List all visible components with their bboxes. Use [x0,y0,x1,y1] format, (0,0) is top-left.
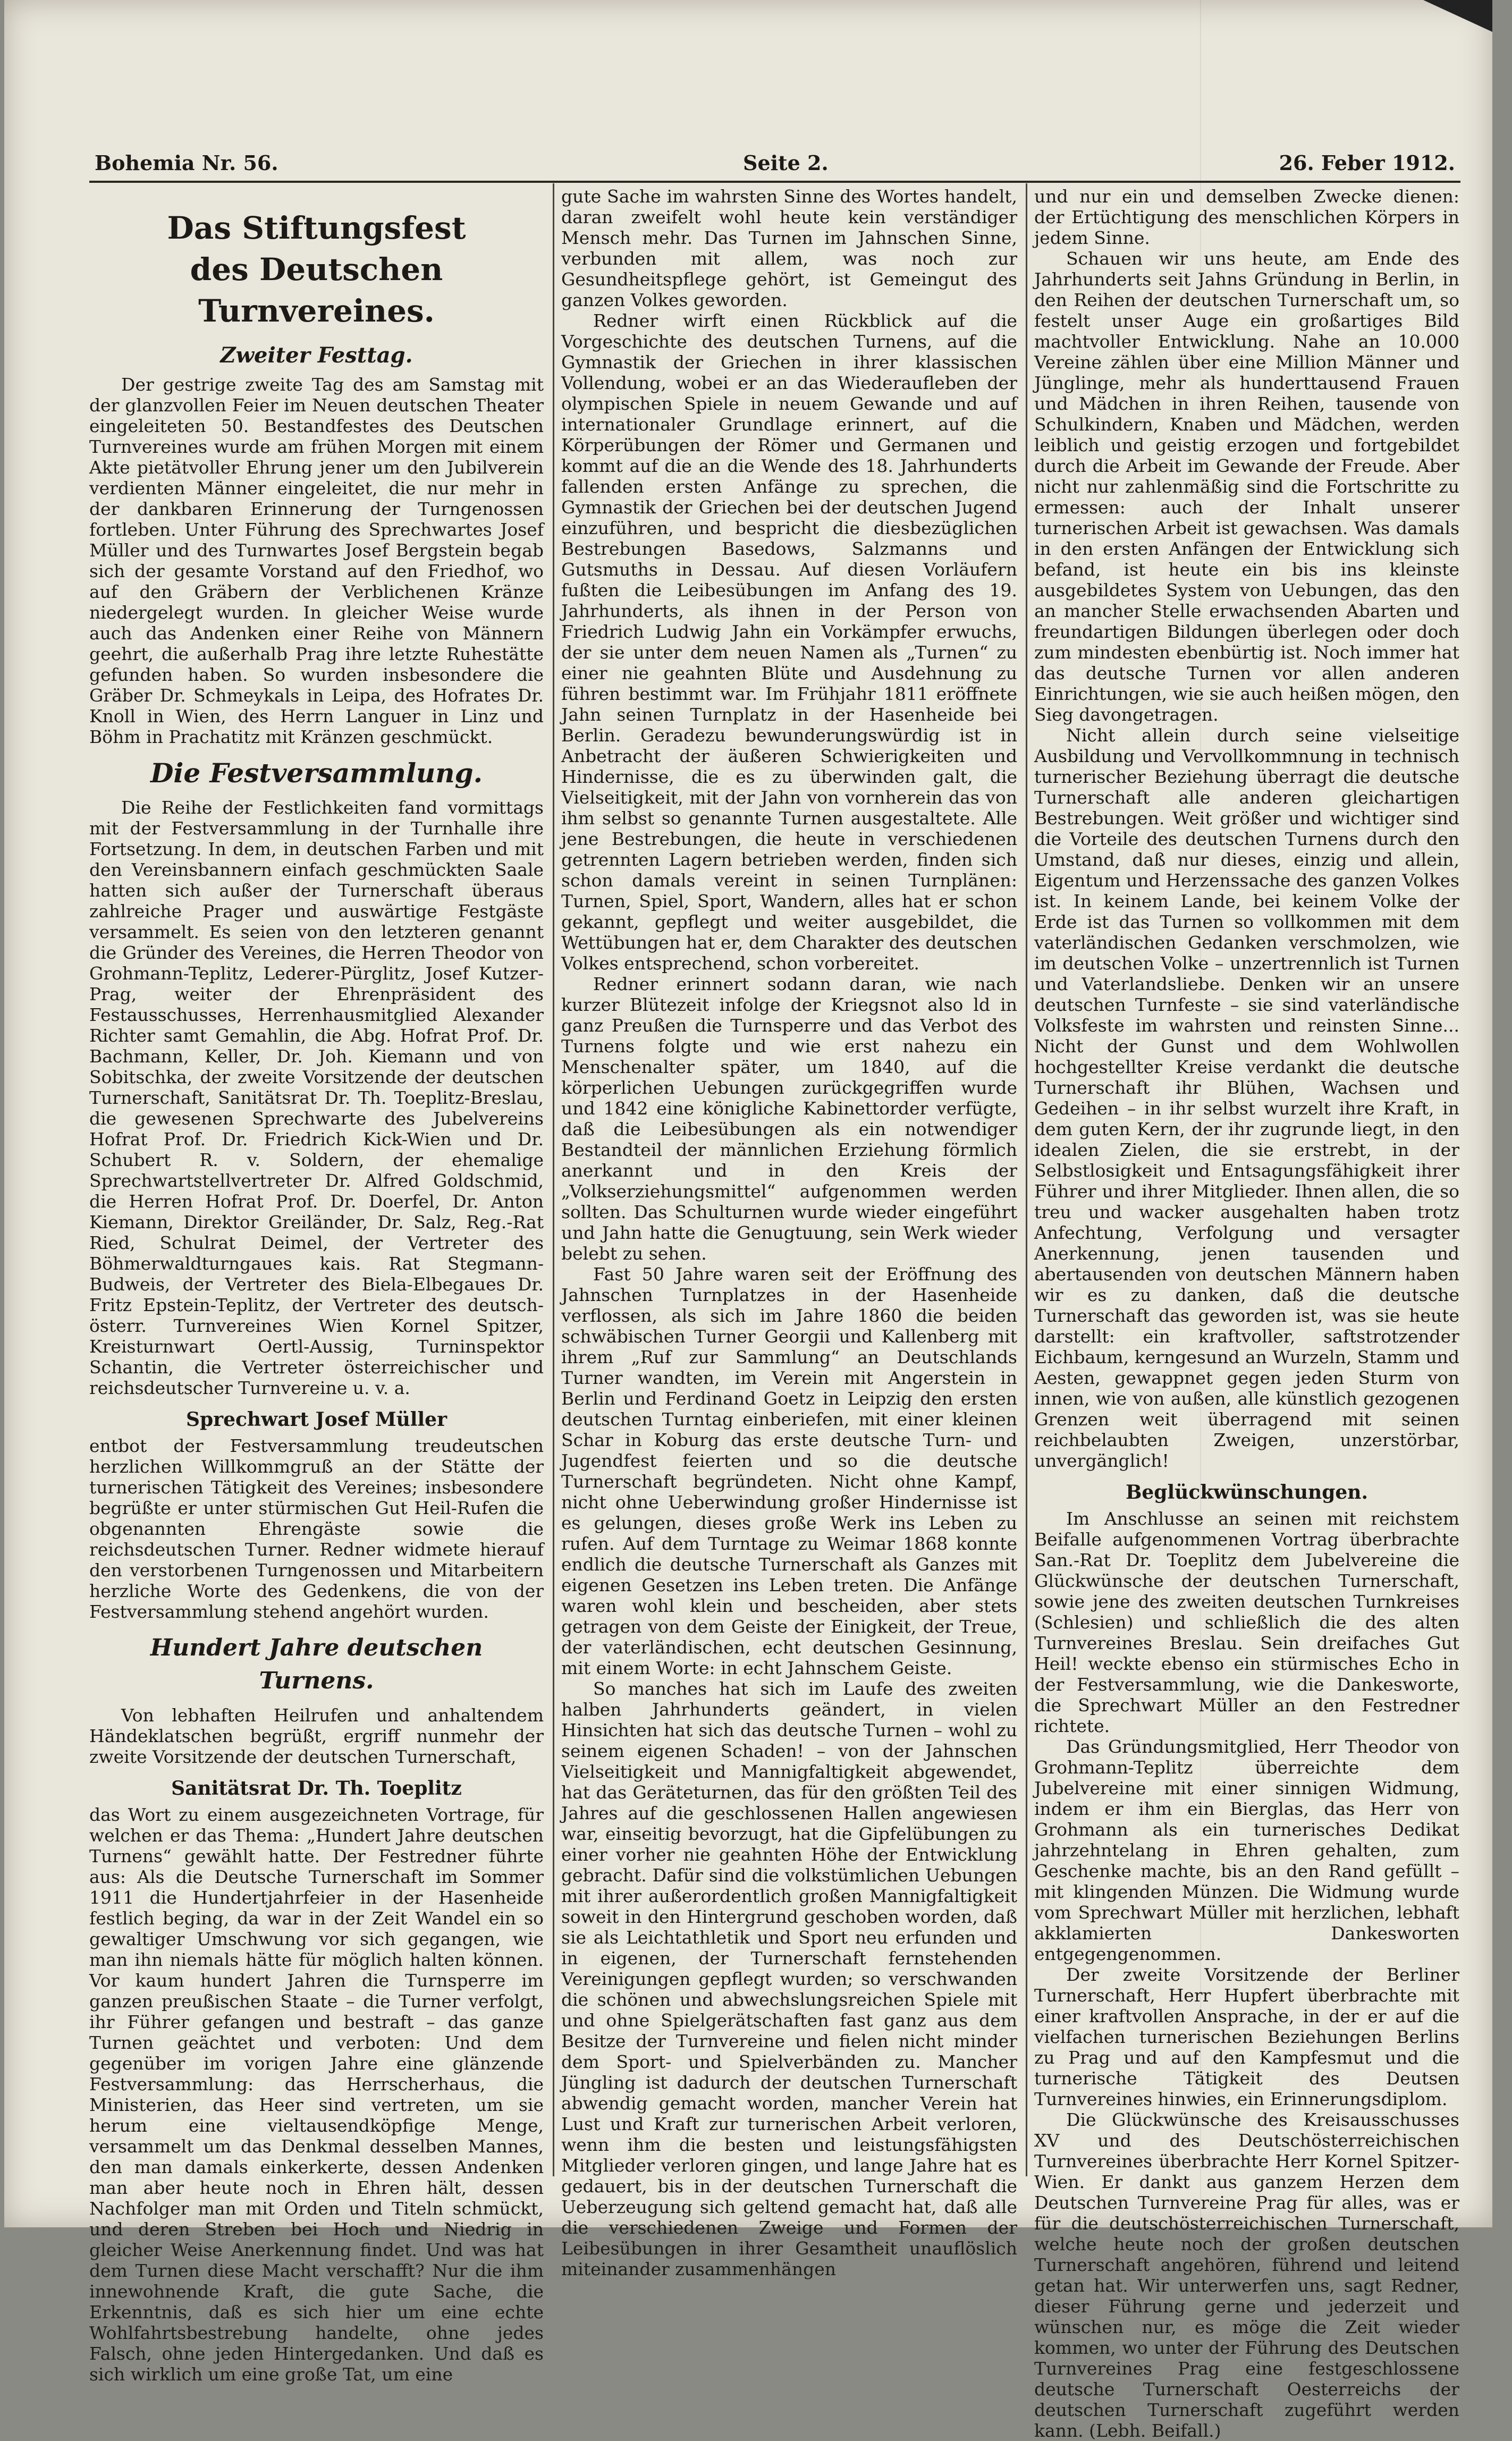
title-line-2: des Deutschen Turnvereines. [190,251,443,329]
paragraph: Im Anschlusse an seinen mit reichstem Beifalle aufgenommenen Vortrag überbrachte San.-Rat Dr. Toeplitz dem Jubelvereine die Glückwünsche der deutschen Turnerschaft, sowie jene des zweiten deutschen Turnkreises (Schlesien) und schließlich die des alten Turnvereines Breslau. Sein dreifaches Gut Heil! weckte ebenso ein stürmisches Echo in der Festversammlung, wie die Dankesworte, die Sprechwart Müller an den Festredner richtete. [1034,1508,1459,1736]
section-heading-festversammlung: Die Festversammlung. [150,757,483,789]
article-title [89,207,544,332]
column-3 [1034,186,1459,2441]
title-line-1: Das Stiftungsfest [167,210,466,246]
section-heading-hundert-jahre: Hundert Jahre deutschen Turnens. [150,1634,483,1694]
column-1 [89,186,544,2385]
paragraph: Redner wirft einen Rückblick auf die Vorgeschichte des deutschen Turnens, auf die Gymnastik der Griechen in ihrer klassischen Vollendung, wobei er an das Wiederaufleben der olympischen Spiele in neuem Gewande und auf internationaler Grundlage erinnert, auf die Körperübungen der Römer und Germanen und kommt auf die an die Wende des 18. Jahrhunderts fallenden ersten Anfänge zu sprechen, die Gymnastik der Griechen bei der deutschen Jugend einzuführen, und bespricht die diesbezüglichen Bestrebungen Basedows, Salzmanns und Gutsmuths in Dessau. Auf diesen Vorläufern fußten die Leibesübungen im Anfang des 19. Jahrhunderts, als ihnen in der Person von Friedrich Ludwig Jahn ein Vorkämpfer erwuchs, der sie unter dem neuen Namen als „Turnen“ zu einer nie geahnten Blüte und Ausdehnung zu führen bestimmt war. Im Frühjahr 1811 eröffnete Jahn seinen Turnplatz in der Hasenheide bei Berlin. Geradezu bewunderungswürdig ist in Anbetracht der äußeren Schwierigkeiten und Hindernisse, die es zu überwinden galt, die Vielseitigkeit, mit der Jahn von vornherein das von ihm selbst so genannte Turnen ausgestaltete. Alle jene Bestrebungen, die heute in verschiedenen getrennten Lagern betrieben werden, finden sich schon damals vereint in seinen Turnplänen: Turnen, Spiel, Sport, Wandern, alles hat er schon gekannt, gepflegt und weiter ausgebildet, die Wettübungen hat er, dem Charakter des deutschen Volkes entsprechend, schon vorbereitet. [561,310,1017,974]
header-date: 26. Feber 1912. [1279,151,1455,175]
section-heading-mueller: Sprechwart Josef Müller [185,1408,447,1431]
paragraph: Nicht allein durch seine vielseitige Ausbildung und Vervollkommnung in technisch turnerischer Beziehung überragt die deutsche Turnerschaft alle anderen gleichartigen Bestrebungen. Weit größer und wichtiger sind die Vorteile des deutschen Turnens durch den Umstand, daß nur dieses, einzig und allein, Eigentum und Herzenssache des ganzen Volkes ist. In keinem Lande, bei keinem Volke der Erde ist das Turnen so vollkommen mit dem vaterländischen Gedanken verschmolzen, wie im deutschen Volke – unzertrennlich ist Turnen und Vaterlandsliebe. Denken wir an unsere deutschen Turnfeste – sie sind vaterländische Volksfeste im wahrsten und reinsten Sinne... Nicht der Gunst und dem Wohlwollen hochgestellter Kreise verdankt die deutsche Turnerschaft ihr Blühen, Wachsen und Gedeihen – in ihr selbst wurzelt ihre Kraft, in dem guten Kern, der ihr zugrunde liegt, in den idealen Zielen, die sie erstrebt, in der Selbstlosigkeit und Entsagungsfähigkeit ihrer Führer und ihrer Mitglieder. Ihnen allen, die so treu und wacker ausgehalten haben trotz Anfechtung, Verfolgung und versagter Anerkennung, jenen tausenden und abertausenden von deutschen Männern haben wir es zu danken, daß die deutsche Turnerschaft das geworden ist, was sie heute darstellt: ein kraftvoller, saftstrotzender Eichbaum, kerngesund an Wurzeln, Stamm und Aesten, gewappnet gegen jeden Sturm von innen, wie von außen, alle künstlich gezogenen Grenzen weit überragend mit seinen reichbelaubten Zweigen, unzerstörbar, unvergänglich! [1034,725,1459,1471]
section-heading-glueckwuensche: Beglückwünschungen. [1125,1481,1369,1504]
header-page-number: Seite 2. [743,151,829,175]
paragraph: Schauen wir uns heute, am Ende des Jahrhunderts seit Jahns Gründung in Berlin, in den Reihen der deutschen Turnerschaft um, so festelt unser Auge ein großartiges Bild machtvoller Entwicklung. Nahe an 10.000 Vereine zählen über eine Million Männer und Jünglinge, mehr als hunderttausend Frauen und Mädchen in ihren Reihen, tausende von Schulkindern, Knaben und Mädchen, werden leiblich und geistig erzogen und fortgebildet durch die Arbeit im Gewande der Freude. Aber nicht nur zahlenmäßig sind die Fortschritte zu ermessen: auch der Inhalt unserer turnerischen Arbeit ist gewachsen. Was damals in den ersten Anfängen der Entwicklung sich befand, ist heute ein bis ins kleinste ausgebildetes System von Uebungen, das den an mancher Stelle erwachsenden Abarten und freundartigen Bildungen überlegen oder doch zum mindesten ebenbürtig ist. Noch immer hat das deutsche Turnen vor allen anderen Einrichtungen, wie sie auch heißen mögen, den Sieg davongetragen. [1034,248,1459,725]
page-corner-shadow [1423,0,1492,32]
paragraph: gute Sache im wahrsten Sinne des Wortes handelt, daran zweifelt wohl heute kein verständiger Mensch mehr. Das Turnen im Jahnschen Sinne, verbunden mit allem, was noch zur Gesundheitspflege gehört, ist Gemeingut des ganzen Volkes geworden. [561,186,1017,310]
article-subtitle: Zweiter Festtag. [220,343,413,368]
column-rule-1 [553,183,554,2176]
column-rule-2 [1026,183,1027,2176]
paragraph: Das Gründungsmitglied, Herr Theodor von Grohmann-Teplitz überreichte dem Jubelvereine mit einer sinnigen Widmung, indem er ihm ein Bierglas, das Herr von Grohmann als ein turnerisches Dedikat jahrzehntelang in Ehren gehalten, zum Geschenke machte, bis an den Rand gefüllt – mit klingenden Münzen. Die Widmung wurde vom Sprechwart Müller mit herzlichen, lebhaft akklamierten Dankesworten entgegengenommen. [1034,1736,1459,1964]
paragraph: Die Reihe der Festlichkeiten fand vormittags mit der Festversammlung in der Turnhalle ihre Fortsetzung. In dem, in deutschen Farben und mit den Vereinsbannern einfach geschmückten Saale hatten sich außer der Turnerschaft überaus zahlreiche Prager und auswärtige Festgäste versammelt. Es seien von den letzteren genannt die Gründer des Vereines, die Herren Theodor von Grohmann-Teplitz, Lederer-Pürglitz, Josef Kutzer-Prag, weiter der Ehrenpräsident des Festausschusses, Herrenhausmitglied Alexander Richter samt Gemahlin, die Abg. Hofrat Prof. Dr. Bachmann, Keller, Dr. Joh. Kiemann und von Sobitschka, der zweite Vorsitzende der deutschen Turnerschaft, Sanitätsrat Dr. Th. Toeplitz-Breslau, die gewesenen Sprechwarte des Jubelvereins Hofrat Prof. Dr. Friedrich Kick-Wien und Dr. Schubert R. v. Soldern, der ehemalige Sprechwartstellvertreter Dr. Alfred Goldschmid, die Herren Hofrat Prof. Dr. Doerfel, Dr. Anton Kiemann, Direktor Greiländer, Dr. Salz, Reg.-Rat Ried, Schulrat Deimel, der Vertreter des Böhmerwaldturngaues kais. Rat Stegmann-Budweis, der Vertreter des Biela-Elbegaues Dr. Fritz Epstein-Teplitz, der Vertreter des deutsch-österr. Turnvereines Wien Kornel Spitzer, Kreisturnwart Oertl-Aussig, Turninspektor Schantin, die Vertreter österreichischer und reichsdeutscher Turnvereine u. v. a. [89,797,544,1398]
paragraph: Fast 50 Jahre waren seit der Eröffnung des Jahnschen Turnplatzes in der Hasenheide verflossen, als sich im Jahre 1860 die beiden schwäbischen Turner Georgii und Kallenberg mit ihrem „Ruf zur Sammlung“ an Deutschlands Turner wandten, im Verein mit Angerstein in Berlin und Ferdinand Goetz in Leipzig den ersten deutschen Turntag einberiefen, mit einer kleinen Schar in Koburg das erste deutsche Turn- und Jugendfest feierten und so die deutsche Turnerschaft begründeten. Nicht ohne Kampf, nicht ohne Ueberwindung großer Hindernisse ist es gelungen, dieses große Werk ins Leben zu rufen. Auf dem Turntage zu Weimar 1868 konnte endlich die deutsche Turnerschaft als Ganzes mit eigenen Gesetzen ins Leben treten. Die Anfänge waren wohl klein und bescheiden, aber stets getragen von dem Geiste der Einigkeit, der Treue, der vaterländischen, echt deutschen Gesinnung, mit einem Worte: in echt Jahnschem Geiste. [561,1264,1017,1678]
paragraph: Der gestrige zweite Tag des am Samstag mit der glanzvollen Feier im Neuen deutschen Theater eingeleiteten 50. Bestandfestes des Deutschen Turnvereines wurde am frühen Morgen mit einem Akte pietätvoller Ehrung jener um den Jubilverein verdienten Männer eingeleitet, die nur mehr in der dankbaren Erinnerung der Turngenossen fortleben. Unter Führung des Sprechwartes Josef Müller und des Turnwartes Josef Bergstein begab sich der gesamte Vorstand auf den Friedhof, wo auf den Gräbern der Verblichenen Kränze niedergelegt wurden. In gleicher Weise wurde auch das Andenken einer Reihe von Männern geehrt, die außerhalb Prag ihre letzte Ruhestätte gefunden haben. So wurden insbesondere die Gräber Dr. Schmeykals in Leipa, des Hofrates Dr. Knoll in Wien, des Herrn Languer in Linz und Böhm in Prachatitz mit Kränzen geschmückt. [89,374,544,747]
paragraph: Der zweite Vorsitzende der Berliner Turnerschaft, Herr Hupfert überbrachte mit einer kraftvollen Ansprache, in der er auf die vielfachen turnerischen Beziehungen Berlins zu Prag und auf den Kampfesmut und die turnerische Tätigkeit des Deutsen Turnvereines hinwies, ein Erinnerungsdiplom. [1034,1964,1459,2109]
column-2 [561,186,1017,2279]
paragraph: und nur ein und demselben Zwecke dienen: der Ertüchtigung des menschlichen Körpers in jedem Sinne. [1034,186,1459,248]
page-header [89,143,1460,183]
paragraph: Von lebhaften Heilrufen und anhaltendem Händeklatschen begrüßt, ergriff nunmehr der zweite Vorsitzende der deutschen Turnerschaft, [89,1705,544,1767]
paragraph: Die Glückwünsche des Kreisausschusses XV und des Deutschösterreichischen Turnvereines überbrachte Herr Kornel Spitzer-Wien. Er dankt aus ganzem Herzen dem Deutschen Turnvereine Prag für alles, was er für die deutschösterreichischen Turnerschaft, welche heute noch der großen deutschen Turnerschaft angehören, führend und leitend getan hat. Wir unterwerfen uns, sagt Redner, dieser Führung gerne und jederzeit und wünschen nur, es möge die Zeit wieder kommen, wo unter der Führung des Deutschen Turnvereines Prag eine festgeschlossene deutsche Turnerschaft Oesterreichs der deutschen Turnerschaft zugeführt werden kann. (Lebh. Beifall.) [1034,2109,1459,2441]
paragraph: entbot der Festversammlung treudeutschen herzlichen Willkommgruß an der Stätte der turnerischen Tätigkeit des Vereines; insbesondere begrüßte er unter stürmischen Gut Heil-Rufen die obgenannten Ehrengäste sowie die reichsdeutschen Turner. Redner widmete hierauf den verstorbenen Turngenossen und Mitarbeitern herzliche Worte des Gedenkens, die von der Festversammlung stehend angehört wurden. [89,1435,544,1622]
paragraph: Redner erinnert sodann daran, wie nach kurzer Blütezeit infolge der Kriegsnot also ld in ganz Preußen die Turnsperre und das Verbot des Turnens folgte und wie erst nahezu ein Menschenalter später, um 1840, auf die körperlichen Uebungen zurückgegriffen wurde und 1842 eine königliche Kabinettorder verfügte, daß die Leibesübungen als ein notwendiger Bestandteil der männlichen Erziehung förmlich anerkannt und in den Kreis der „Volkserziehungsmittel“ aufgenommen werden sollten. Das Schulturnen wurde wieder eingeführt und Jahn hatte die Genugtuung, sein Werk wieder belebt zu sehen. [561,974,1017,1264]
paragraph: das Wort zu einem ausgezeichneten Vortrage, für welchen er das Thema: „Hundert Jahre deutschen Turnens“ gewählt hatte. Der Festredner führte aus: Als die Deutsche Turnerschaft im Sommer 1911 die Hundertjahrfeier in der Hasenheide festlich beging, da war in der Zeit Wandel ein so gewaltiger Umschwung vor sich gegangen, wie man ihn niemals hätte für möglich halten können. Vor kaum hundert Jahren die Turnsperre im ganzen preußischen Staate – die Turner verfolgt, ihr Führer gefangen und bestraft – das ganze Turnen geächtet und verboten: Und dem gegenüber im vorigen Jahre eine glänzende Festversammlung: das Herrscherhaus, die Ministerien, das Heer sind vertreten, um sie herum eine vieltausendköpfige Menge, versammelt um das Denkmal desselben Mannes, den man damals einkerkerte, dessen Andenken man aber heute noch in Ehren hält, dessen Nachfolger man mit Orden und Titeln schmückt, und deren Streben bei Hoch und Niedrig in gleicher Weise Anerkennung findet. Und was hat dem Turnen diese Macht verschafft? Nur die ihm innewohnende Kraft, die gute Sache, die Erkenntnis, daß es sich hier um eine echte Wohlfahrtsbestrebung handelte, ohne jedes Falsch, ohne jeden Hintergedanken. Und daß es sich wirklich um eine große Tat, um eine [89,1804,544,2385]
paragraph: So manches hat sich im Laufe des zweiten halben Jahrhunderts geändert, in vielen Hinsichten hat sich das deutsche Turnen – wohl zu seinem eigenen Schaden! – von der Jahnschen Vielseitigkeit und Mannigfaltigkeit abgewendet, hat das Geräteturnen, das für den größten Teil des Jahres auf die geschlossenen Hallen angewiesen war, einseitig bevorzugt, hat die Gipfelübungen zu einer vorher nie geahnten Höhe der Entwicklung gebracht. Dafür sind die volkstümlichen Uebungen mit ihrer außerordentlich großen Mannigfaltigkeit soweit in den Hintergrund geschoben worden, daß sie als Leichtathletik und Sport neu erfunden und in eigenen, der Turnerschaft fernstehenden Vereinigungen gepflegt wurden; so verschwanden die schönen und abwechslungsreichen Spiele mit und ohne Spielgerätschaften fast ganz aus dem Besitze der Turnvereine und fielen nicht minder dem Sport- und Spielverbänden zu. Mancher Jüngling ist dadurch der deutschen Turnerschaft abwendig gemacht worden, mancher Verein hat Lust und Kraft zur turnerischen Arbeit verloren, wenn ihm die besten und leistungsfähigsten Mitglieder verloren gingen, und lange Jahre hat es gedauert, bis in der deutschen Turnerschaft die Ueberzeugung sich geltend gemacht hat, daß alle die verschiedenen Zweige und Formen der Leibesübungen in ihrer Gesamtheit unauflöslich miteinander zusammenhängen [561,1678,1017,2279]
header-publication: Bohemia Nr. 56. [95,151,278,175]
newspaper-page [4,0,1492,2441]
section-heading-toeplitz: Sanitätsrat Dr. Th. Toeplitz [171,1777,462,1800]
